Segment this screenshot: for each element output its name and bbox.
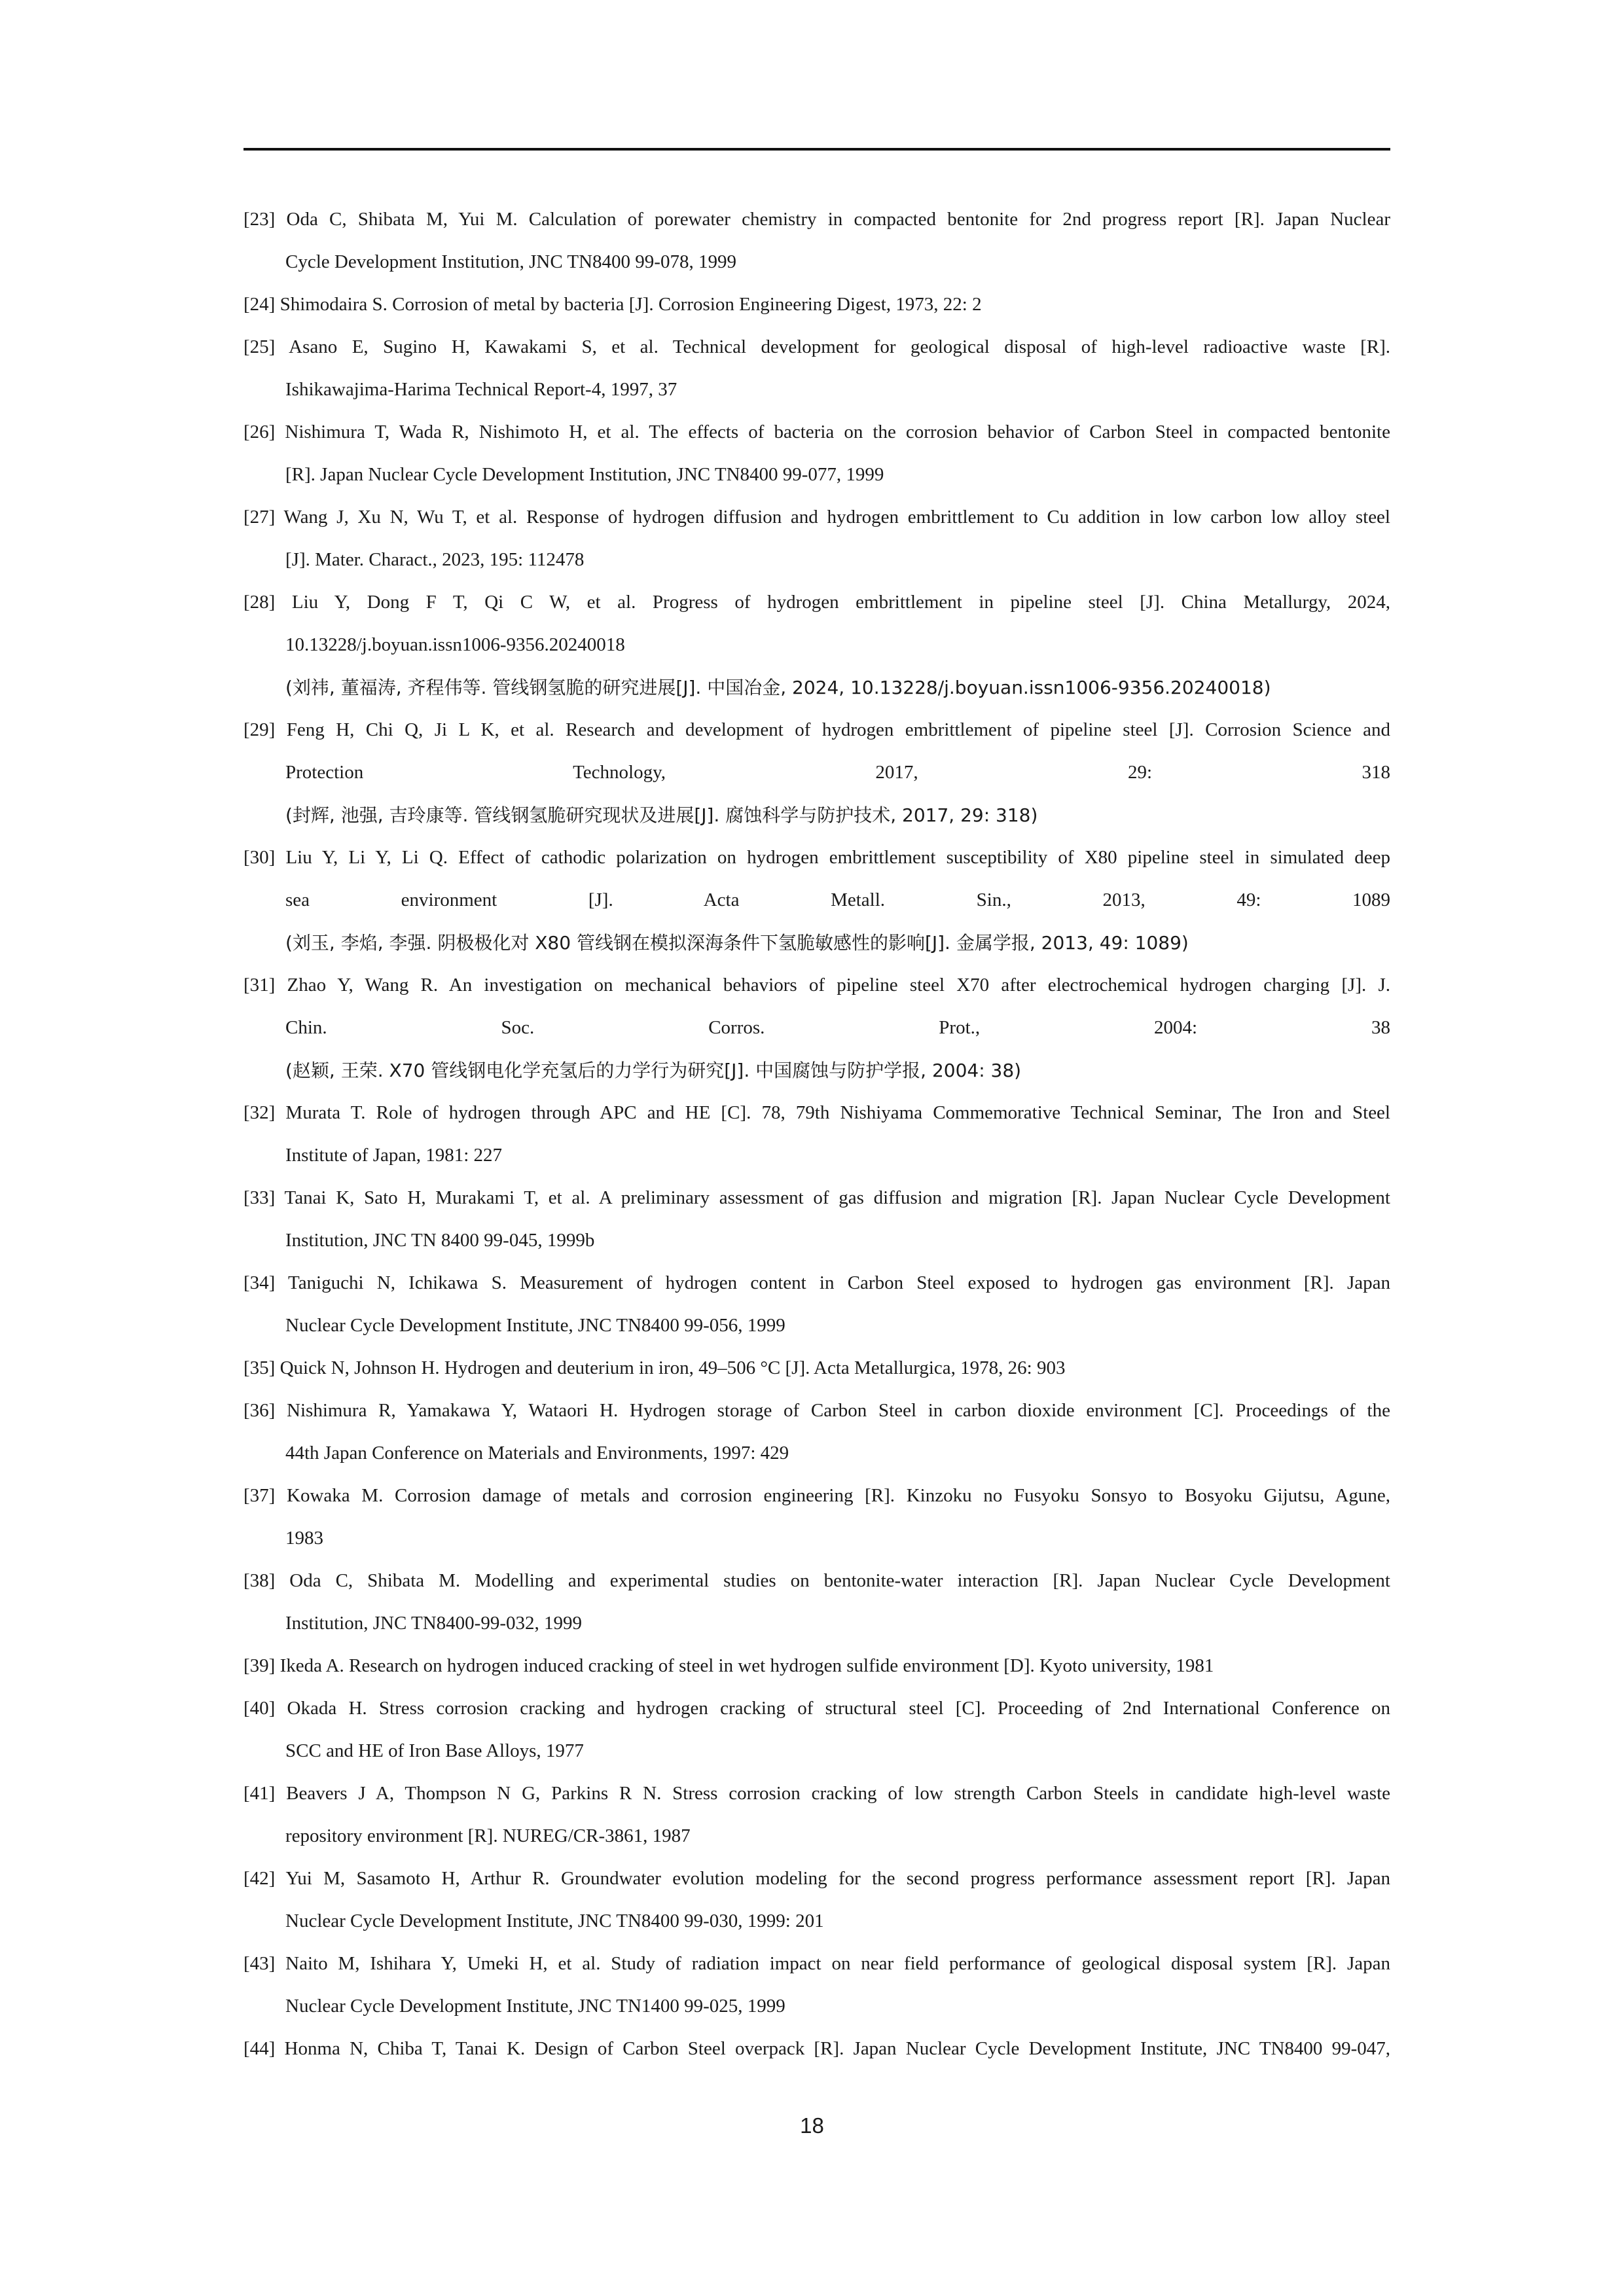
reference-entry — [244, 1943, 1390, 2028]
reference-chinese-translation: (刘祎, 董福涛, 齐程伟等. 管线钢氢脆的研究进展[J]. 中国冶金, 2024, 10.13228/j.boyuan.issn1006-9356.20240018) — [285, 677, 1271, 698]
reference-text: [35] Quick N, Johnson H. Hydrogen and deuterium in iron, 49–506 °C [J]. Acta Metallurgica, 1978, 26: 903 — [244, 1357, 1066, 1378]
reference-text-continued: [J]. Mater. Charact., 2023, 195: 112478 — [285, 549, 585, 570]
reference-text-continued: Nuclear Cycle Development Institute, JNC TN8400 99-056, 1999 — [285, 1315, 785, 1336]
reference-list — [244, 198, 1390, 2070]
reference-text-continued: Cycle Development Institution, JNC TN8400 99-078, 1999 — [285, 251, 736, 272]
reference-entry — [244, 709, 1390, 836]
reference-text-continued: Institution, JNC TN8400-99-032, 1999 — [285, 1613, 582, 1634]
reference-entry — [244, 581, 1390, 709]
reference-text: [26] Nishimura T, Wada R, Nishimoto H, et al. The effects of bacteria on the corrosion behavior of Carbon Steel in compacted bentonite — [244, 422, 1390, 442]
reference-text: [41] Beavers J A, Thompson N G, Parkins R N. Stress corrosion cracking of low strength Carbon Steels in candidate high-level waste — [244, 1783, 1390, 1804]
reference-text-continued: repository environment [R]. NUREG/CR-3861, 1987 — [285, 1825, 691, 1846]
reference-text-continued: sea environment [J]. Acta Metall. Sin., 2013, 49: 1089 — [285, 889, 1390, 910]
reference-text-continued: Institution, JNC TN 8400 99-045, 1999b — [285, 1230, 595, 1251]
reference-text: [34] Taniguchi N, Ichikawa S. Measurement of hydrogen content in Carbon Steel exposed to hydrogen gas environment [R]. Japan — [244, 1272, 1390, 1293]
reference-text-continued: 10.13228/j.boyuan.issn1006-9356.20240018 — [285, 634, 625, 655]
reference-entry — [244, 1475, 1390, 1560]
reference-text-continued: 1983 — [285, 1528, 323, 1549]
reference-text-continued: Nuclear Cycle Development Institute, JNC TN8400 99-030, 1999: 201 — [285, 1910, 824, 1931]
reference-entry — [244, 1560, 1390, 1645]
reference-entry — [244, 326, 1390, 411]
reference-text: [29] Feng H, Chi Q, Ji L K, et al. Research and development of hydrogen embrittlement of pipeline steel [J]. Corrosion Science and — [244, 719, 1390, 740]
reference-text-continued: Ishikawajima-Harima Technical Report-4, 1997, 37 — [285, 379, 677, 400]
reference-text: [23] Oda C, Shibata M, Yui M. Calculation of porewater chemistry in compacted bentonite for 2nd progress report [R]. Japan Nuclear — [244, 209, 1390, 230]
reference-text: [31] Zhao Y, Wang R. An investigation on mechanical behaviors of pipeline steel X70 after electrochemical hydrogen charging [J]. J. — [244, 975, 1390, 996]
reference-text: [33] Tanai K, Sato H, Murakami T, et al. A preliminary assessment of gas diffusion and migration [R]. Japan Nuclear Cycle Development — [244, 1187, 1390, 1208]
reference-chinese-translation: (刘玉, 李焰, 李强. 阴极极化对 X80 管线钢在模拟深海条件下氢脆敏感性的影响[J]. 金属学报, 2013, 49: 1089) — [285, 932, 1189, 954]
reference-entry — [244, 1857, 1390, 1943]
reference-text: [40] Okada H. Stress corrosion cracking and hydrogen cracking of structural steel [C]. Proceeding of 2nd International Conference on — [244, 1698, 1390, 1719]
reference-entry — [244, 1262, 1390, 1347]
reference-text-continued: Nuclear Cycle Development Institute, JNC TN1400 99-025, 1999 — [285, 1996, 785, 2017]
reference-entry — [244, 964, 1390, 1092]
reference-entry — [244, 1645, 1390, 1687]
reference-entry — [244, 198, 1390, 283]
reference-text: [27] Wang J, Xu N, Wu T, et al. Response of hydrogen diffusion and hydrogen embrittlement to Cu addition in low carbon low alloy steel — [244, 507, 1390, 528]
reference-text: [38] Oda C, Shibata M. Modelling and experimental studies on bentonite-water interaction [R]. Japan Nuclear Cycle Development — [244, 1570, 1390, 1591]
reference-text-continued: Protection Technology, 2017, 29: 318 — [285, 762, 1390, 783]
reference-text-continued: Chin. Soc. Corros. Prot., 2004: 38 — [285, 1017, 1390, 1038]
reference-text-continued: 44th Japan Conference on Materials and Environments, 1997: 429 — [285, 1443, 789, 1463]
reference-text: [44] Honma N, Chiba T, Tanai K. Design of Carbon Steel overpack [R]. Japan Nuclear Cycle Development Institute, JNC TN8400 99-047, — [244, 2038, 1390, 2059]
reference-entry — [244, 1347, 1390, 1390]
page-number: 18 — [800, 2113, 824, 2138]
reference-text: [28] Liu Y, Dong F T, Qi C W, et al. Progress of hydrogen embrittlement in pipeline steel [J]. China Metallurgy, 2024, — [244, 592, 1390, 613]
reference-text: [37] Kowaka M. Corrosion damage of metals and corrosion engineering [R]. Kinzoku no Fusyoku Sonsyo to Bosyoku Gijutsu, Agune, — [244, 1485, 1390, 1506]
header-rule — [244, 148, 1390, 151]
reference-chinese-translation: (封辉, 池强, 吉玲康等. 管线钢氢脆研究现状及进展[J]. 腐蚀科学与防护技术, 2017, 29: 318) — [285, 804, 1038, 826]
reference-entry — [244, 1687, 1390, 1772]
reference-text: [36] Nishimura R, Yamakawa Y, Wataori H. Hydrogen storage of Carbon Steel in carbon dioxide environment [C]. Proceedings of the — [244, 1400, 1390, 1421]
reference-entry — [244, 1390, 1390, 1475]
reference-entry — [244, 1092, 1390, 1177]
reference-text: [42] Yui M, Sasamoto H, Arthur R. Groundwater evolution modeling for the second progress performance assessment report [R]. Japan — [244, 1868, 1390, 1889]
reference-entry — [244, 1772, 1390, 1857]
reference-entry — [244, 2028, 1390, 2070]
reference-text-continued: SCC and HE of Iron Base Alloys, 1977 — [285, 1740, 584, 1761]
reference-text: [39] Ikeda A. Research on hydrogen induced cracking of steel in wet hydrogen sulfide environment [D]. Kyoto university, 1981 — [244, 1655, 1214, 1676]
reference-text: [32] Murata T. Role of hydrogen through APC and HE [C]. 78, 79th Nishiyama Commemorative Technical Seminar, The Iron and Steel — [244, 1102, 1390, 1123]
reference-chinese-translation: (赵颖, 王荣. X70 管线钢电化学充氢后的力学行为研究[J]. 中国腐蚀与防护学报, 2004: 38) — [285, 1060, 1022, 1081]
reference-entry — [244, 496, 1390, 581]
reference-text: [43] Naito M, Ishihara Y, Umeki H, et al. Study of radiation impact on near field performance of geological disposal system [R]. Japan — [244, 1953, 1390, 1974]
reference-entry — [244, 283, 1390, 326]
reference-entry — [244, 1177, 1390, 1262]
reference-entry — [244, 411, 1390, 496]
reference-text: [24] Shimodaira S. Corrosion of metal by bacteria [J]. Corrosion Engineering Digest, 1973, 22: 2 — [244, 294, 982, 315]
reference-entry — [244, 836, 1390, 964]
reference-text: [25] Asano E, Sugino H, Kawakami S, et al. Technical development for geological disposal of high-level radioactive waste [R]. — [244, 336, 1390, 357]
reference-text-continued: [R]. Japan Nuclear Cycle Development Institution, JNC TN8400 99-077, 1999 — [285, 464, 884, 485]
reference-text: [30] Liu Y, Li Y, Li Q. Effect of cathodic polarization on hydrogen embrittlement susceptibility of X80 pipeline steel in simulated deep — [244, 847, 1390, 868]
reference-text-continued: Institute of Japan, 1981: 227 — [285, 1145, 503, 1166]
